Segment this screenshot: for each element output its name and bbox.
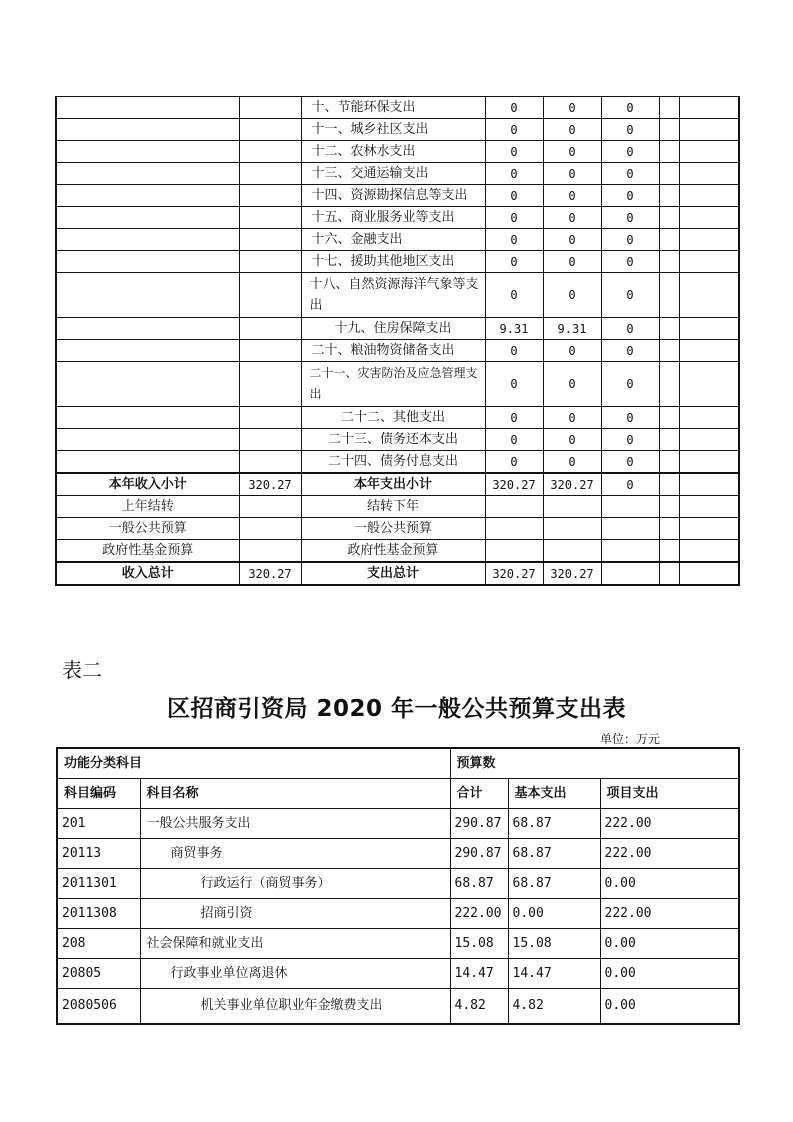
table-row	[56, 451, 739, 474]
cell-value: 0	[543, 141, 601, 163]
subject-name: 社会保障和就业支出	[140, 929, 450, 959]
expense-item-name: 二十三、债务还本支出	[301, 429, 485, 451]
expense-item-name: 十四、资源勘探信息等支出	[301, 185, 485, 207]
general-budget-left: 一般公共预算	[56, 518, 239, 540]
cell-value: 0	[601, 318, 659, 340]
expense-item-name: 二十一、灾害防治及应急管理支出	[301, 362, 485, 407]
col-total-header: 合计	[450, 779, 508, 809]
expense-item-name: 十一、城乡社区支出	[301, 119, 485, 141]
cell-value: 0	[543, 273, 601, 318]
table-row	[57, 959, 739, 989]
table-row	[56, 207, 739, 229]
table-row	[57, 899, 739, 929]
expense-item-name: 十、节能环保支出	[301, 97, 485, 119]
income-subtotal-value: 320.27	[239, 473, 301, 496]
cell-value: 0	[543, 97, 601, 119]
table-row	[57, 809, 739, 839]
cell-value: 0	[485, 429, 543, 451]
cell-value: 0	[543, 340, 601, 362]
subtotal-row	[56, 473, 739, 496]
expense-subtotal-c: 0	[601, 473, 659, 496]
cell-value: 0	[543, 407, 601, 429]
cell-value: 0	[601, 273, 659, 318]
table-row	[56, 518, 739, 540]
cell-value: 0	[543, 163, 601, 185]
cell-value: 0	[543, 429, 601, 451]
income-subtotal-label: 本年收入小计	[56, 473, 239, 496]
expense-item-name: 十二、农林水支出	[301, 141, 485, 163]
cell-value: 0	[543, 451, 601, 474]
cell-value: 0	[601, 163, 659, 185]
table-row	[57, 929, 739, 959]
cell-value: 0	[485, 229, 543, 251]
col-name-header: 科目名称	[140, 779, 450, 809]
expense-item-name: 十三、交通运输支出	[301, 163, 485, 185]
subject-name: 商贸事务	[140, 839, 450, 869]
cell-value: 0	[485, 273, 543, 318]
col-code-header: 科目编码	[57, 779, 140, 809]
expense-item-name: 十九、住房保障支出	[301, 318, 485, 340]
cell-value: 0	[485, 407, 543, 429]
table-row	[56, 407, 739, 429]
subject-code: 201	[57, 809, 140, 839]
cell-value: 0	[543, 207, 601, 229]
table-row	[57, 869, 739, 899]
table-row	[56, 119, 739, 141]
table-row	[56, 97, 739, 119]
table-row	[56, 185, 739, 207]
subject-name: 招商引资	[140, 899, 450, 929]
header-row	[57, 779, 739, 809]
total-value: 4.82	[450, 989, 508, 1025]
total-value: 14.47	[450, 959, 508, 989]
project-value: 222.00	[600, 839, 739, 869]
cell-value: 0	[485, 163, 543, 185]
cell-value: 0	[601, 429, 659, 451]
total-value: 68.87	[450, 869, 508, 899]
carry-next-year-label: 结转下年	[301, 496, 485, 518]
general-budget-right: 一般公共预算	[301, 518, 485, 540]
basic-value: 68.87	[508, 809, 600, 839]
basic-value: 14.47	[508, 959, 600, 989]
total-value: 290.87	[450, 839, 508, 869]
cell-value: 9.31	[485, 318, 543, 340]
col-project-header: 项目支出	[600, 779, 739, 809]
project-value: 0.00	[600, 989, 739, 1025]
table-row	[56, 429, 739, 451]
total-value: 222.00	[450, 899, 508, 929]
expense-total-label: 支出总计	[301, 562, 485, 585]
total-value: 290.87	[450, 809, 508, 839]
total-row	[56, 562, 739, 585]
header-budget: 预算数	[450, 748, 739, 779]
expense-subtotal-a: 320.27	[485, 473, 543, 496]
cell-value: 0	[601, 362, 659, 407]
cell-value: 0	[601, 407, 659, 429]
subject-name: 行政运行（商贸事务）	[140, 869, 450, 899]
header-row	[57, 748, 739, 779]
cell-value: 0	[601, 251, 659, 273]
table-row	[57, 989, 739, 1025]
gov-fund-right: 政府性基金预算	[301, 540, 485, 563]
table-row	[56, 496, 739, 518]
table-body	[57, 748, 739, 1024]
income-expense-summary-table	[55, 96, 740, 586]
income-total-value: 320.27	[239, 562, 301, 585]
header-func: 功能分类科目	[57, 748, 450, 779]
subject-name: 机关事业单位职业年金缴费支出	[140, 989, 450, 1025]
table-row	[56, 362, 739, 407]
prev-year-carry-label: 上年结转	[56, 496, 239, 518]
cell-value: 0	[485, 362, 543, 407]
cell-value: 0	[485, 340, 543, 362]
subject-code: 2080506	[57, 989, 140, 1025]
project-value: 0.00	[600, 929, 739, 959]
cell-value: 0	[543, 251, 601, 273]
expense-item-name: 十六、金融支出	[301, 229, 485, 251]
table-row	[56, 251, 739, 273]
expense-item-name: 二十二、其他支出	[301, 407, 485, 429]
table-row	[56, 229, 739, 251]
cell-value: 0	[543, 229, 601, 251]
cell-value: 0	[485, 451, 543, 474]
expense-item-name: 二十四、债务付息支出	[301, 451, 485, 474]
cell-value: 0	[601, 229, 659, 251]
subject-code: 20113	[57, 839, 140, 869]
gov-fund-left: 政府性基金预算	[56, 540, 239, 563]
table-row	[56, 340, 739, 362]
unit-label: 单位：万元	[600, 732, 661, 746]
expense-total-a: 320.27	[485, 562, 543, 585]
subject-code: 20805	[57, 959, 140, 989]
cell-value: 9.31	[543, 318, 601, 340]
cell-value: 0	[601, 185, 659, 207]
expense-item-name: 二十、粮油物资储备支出	[301, 340, 485, 362]
section-label: 表二	[62, 658, 102, 682]
cell-value: 0	[543, 119, 601, 141]
table-row	[57, 839, 739, 869]
project-value: 222.00	[600, 809, 739, 839]
project-value: 222.00	[600, 899, 739, 929]
cell-value: 0	[543, 362, 601, 407]
cell-value: 0	[601, 141, 659, 163]
cell-value: 0	[601, 340, 659, 362]
table-row	[56, 540, 739, 563]
basic-value: 0.00	[508, 899, 600, 929]
cell-value: 0	[601, 97, 659, 119]
subject-name: 行政事业单位离退休	[140, 959, 450, 989]
cell-value: 0	[601, 207, 659, 229]
subject-code: 208	[57, 929, 140, 959]
basic-value: 4.82	[508, 989, 600, 1025]
project-value: 0.00	[600, 869, 739, 899]
basic-value: 68.87	[508, 839, 600, 869]
table-row	[56, 318, 739, 340]
expense-item-name: 十五、商业服务业等支出	[301, 207, 485, 229]
page-title: 区招商引资局 2020 年一般公共预算支出表	[166, 696, 627, 722]
col-basic-header: 基本支出	[508, 779, 600, 809]
basic-value: 15.08	[508, 929, 600, 959]
subject-code: 2011308	[57, 899, 140, 929]
table-body	[56, 97, 739, 586]
table-row	[56, 163, 739, 185]
cell-value: 0	[485, 207, 543, 229]
subject-name: 一般公共服务支出	[140, 809, 450, 839]
project-value: 0.00	[600, 959, 739, 989]
cell-value: 0	[485, 97, 543, 119]
cell-value: 0	[485, 251, 543, 273]
expense-total-b: 320.27	[543, 562, 601, 585]
cell-value: 0	[485, 141, 543, 163]
expense-item-name: 十八、自然资源海洋气象等支出	[301, 273, 485, 318]
cell-value: 0	[601, 451, 659, 474]
general-budget-expense-table	[56, 747, 740, 1025]
table-row	[56, 273, 739, 318]
basic-value: 68.87	[508, 869, 600, 899]
table-row	[56, 141, 739, 163]
subject-code: 2011301	[57, 869, 140, 899]
cell-value: 0	[485, 185, 543, 207]
cell-value: 0	[543, 185, 601, 207]
expense-subtotal-label: 本年支出小计	[301, 473, 485, 496]
income-total-label: 收入总计	[56, 562, 239, 585]
expense-subtotal-b: 320.27	[543, 473, 601, 496]
cell-value: 0	[485, 119, 543, 141]
total-value: 15.08	[450, 929, 508, 959]
cell-value: 0	[601, 119, 659, 141]
expense-item-name: 十七、援助其他地区支出	[301, 251, 485, 273]
